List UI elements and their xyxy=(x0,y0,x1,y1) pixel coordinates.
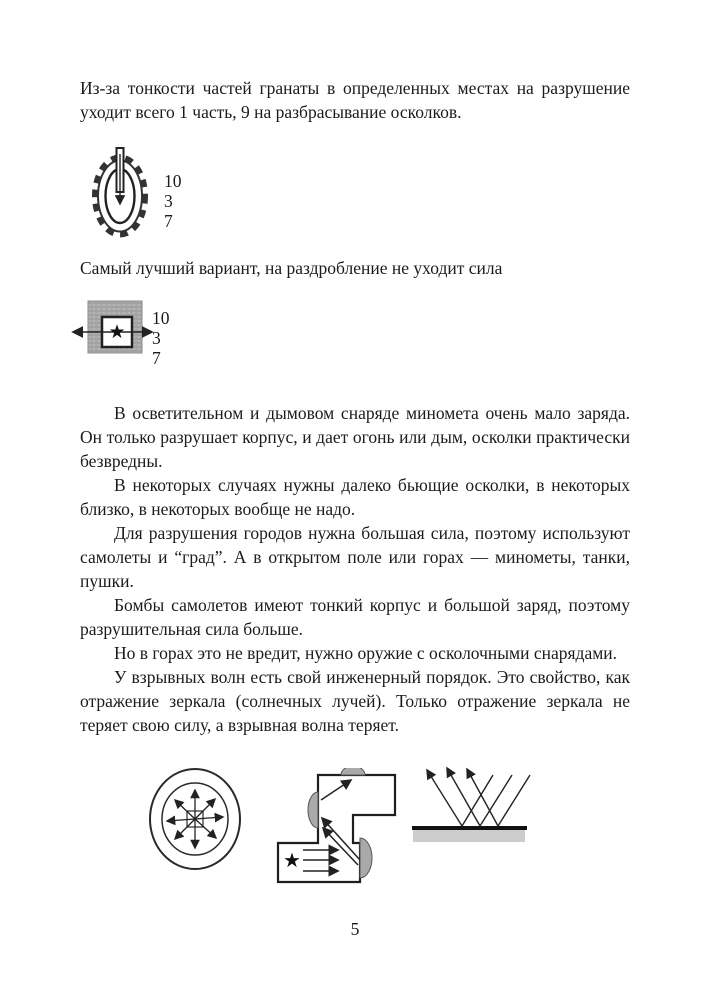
explosive-star-icon: ★ xyxy=(108,322,126,343)
top-impact-bulge xyxy=(341,768,365,775)
paragraph: Бомбы самолетов имеют тонкий корпус и большой заряд, поэтому разрушительная сила больше. xyxy=(80,595,630,639)
square-figure-labels xyxy=(152,308,170,368)
paragraph: У взрывных волн есть свой инженерный порядок. Это свойство, как отражение зеркала (солнечных лучей). Только отражение зеркала не теряет свою силу, а взрывная волна теряет. xyxy=(80,667,630,735)
grenade-label-2: 3 xyxy=(164,191,173,211)
blast-wave-circles-figure xyxy=(145,764,245,874)
reflecting-surface xyxy=(412,826,527,830)
square-charge-figure xyxy=(70,298,155,360)
grenade-label-1: 10 xyxy=(164,171,182,191)
grenade-figure-labels xyxy=(164,171,182,231)
grenade-label-3: 7 xyxy=(164,211,173,231)
corner-impact-bulge xyxy=(360,838,372,878)
figure-caption: Самый лучший вариант, на раздробление не уходит сила xyxy=(80,258,503,278)
left-wall-impact-bulge xyxy=(308,792,318,828)
mirror-reflection-figure xyxy=(405,758,540,848)
paragraph: Но в горах это не вредит, нужно оружие с осколочными снарядами. xyxy=(114,643,618,663)
grenade-cross-section-figure xyxy=(85,146,155,244)
paragraph: Для разрушения городов нужна большая сила, поэтому используют самолеты и “град”. А в открытом поле или горах — минометы, танки, пушки. xyxy=(80,523,630,591)
page-number: 5 xyxy=(350,919,360,939)
radial-arrows xyxy=(167,790,223,848)
zigzag-corridor-reflection-figure xyxy=(265,768,400,888)
square-label-1: 10 xyxy=(152,308,170,328)
paragraph: В осветительном и дымовом снаряде миномета очень мало заряда. Он только разрушает корпус, и дает огонь или дым, осколки практически безвредны. xyxy=(80,403,630,471)
explosive-star-icon: ★ xyxy=(283,850,301,872)
square-label-3: 7 xyxy=(152,348,161,368)
paragraph: В некоторых случаях нужны далеко бьющие осколки, в некоторых близко, в некоторых вообще не надо. xyxy=(80,475,630,519)
body-paragraphs xyxy=(80,401,630,737)
intro-paragraph: Из-за тонкости частей гранаты в определенных местах на разрушение уходит всего 1 часть, 9 на разбрасывание осколков. xyxy=(80,78,630,122)
reflected-rays xyxy=(427,768,498,826)
ground-shading xyxy=(413,830,525,842)
incident-rays xyxy=(462,775,530,826)
square-label-2: 3 xyxy=(152,328,161,348)
